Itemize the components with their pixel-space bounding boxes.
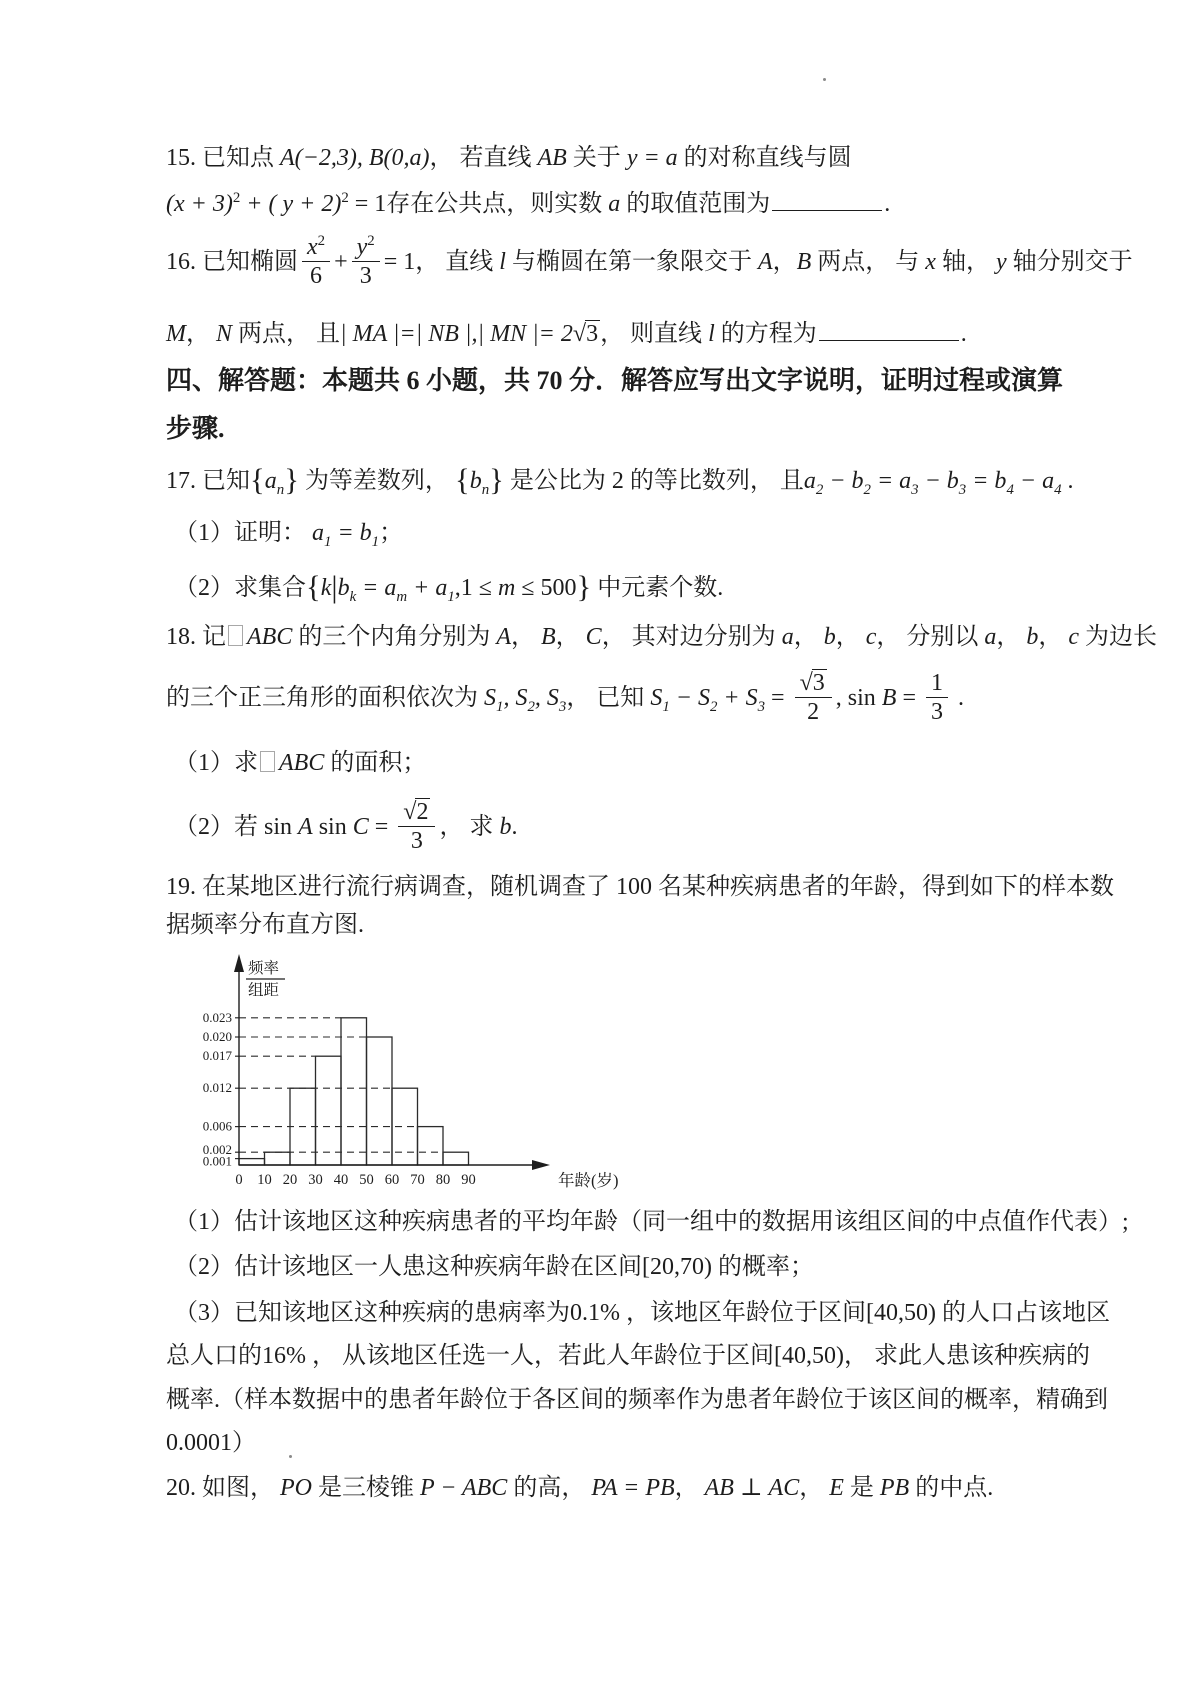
text-run: 3 [911,481,919,498]
text-run: (x + 3) [166,191,233,217]
text-run [352,234,380,290]
text-run: （2）若 [174,814,264,840]
text-run: ， [555,624,586,650]
text-run: 2 [416,798,429,825]
text-run: C [352,814,369,840]
text-run: 两点， 与 [811,249,926,275]
y-tick-label: 0.017 [202,1048,232,1064]
text-run: sin [312,814,353,840]
text-run: AC [768,1475,800,1501]
hist-bar [239,1159,265,1165]
problem-16-line-1 [166,232,1133,291]
problem-19-line-2: 据频率分布直方图. [166,912,364,938]
text-run: 的高， [507,1475,592,1501]
radical-sign: √ [572,321,586,347]
text-run: = [896,685,922,711]
x-tick-label: 30 [308,1172,323,1188]
text-run: { [306,570,321,604]
text-run: A(−2,3), B(0,a) [280,145,430,171]
text-run: 3 [757,698,766,715]
text-run: } [284,463,299,497]
text-run [302,234,330,290]
y-tick-label: 0.002 [202,1142,232,1158]
text-run: . [1061,468,1074,495]
text-run: 4 [1006,481,1014,498]
x-tick-label: 90 [461,1172,476,1188]
text-run: + a [407,575,448,602]
text-run: （2）求集合 [174,575,306,602]
text-run: ， [799,1475,830,1501]
text-run: = b [966,468,1007,495]
text-run: M [166,321,186,347]
text-run: ， 直线 [415,249,500,275]
text-run: 1 [930,669,943,696]
y-tick-label: 0.020 [202,1029,232,1044]
text-run: a [781,624,794,650]
text-run: − b [918,468,959,495]
problem-19-question-2: （2）估计该地区一人患这种疾病年龄在区间[20,70) 的概率； [174,1254,814,1280]
problem-18-line-1 [166,620,1157,654]
text-run: S [650,685,663,711]
text-run: A [757,249,773,275]
text-run: y [356,233,368,260]
y-tick-label: 0.012 [202,1080,232,1096]
text-run: 为边长 [1079,624,1157,650]
hist-bar [367,1037,393,1165]
text-run: 3 [359,262,372,289]
problem-15-line-1 [166,141,1066,175]
text-run: 是 [843,1475,880,1501]
text-run: 3 [558,698,567,715]
text-run: ， [996,624,1027,650]
text-run: 的三个正三角形的面积依次为 [166,685,484,711]
text-run: b [823,624,836,650]
histogram-svg [192,942,652,1197]
x-tick-label: 60 [384,1172,400,1188]
text-run: ， 分别以 [876,624,985,650]
scan-speck [823,78,826,81]
text-run: . [884,191,891,217]
text-run: 2 [807,698,820,725]
text-run: 2 [527,698,535,715]
text-run: 的中点. [909,1475,994,1501]
text-run: 3 [586,321,599,347]
text-run: 20. 如图， [166,1475,280,1501]
text-run: ， 则直线 [600,321,709,347]
text-run [800,669,827,696]
text-run: 的三个内角分别为 [292,624,497,650]
text-run: . [511,814,518,840]
x-axis-arrow [532,1160,550,1170]
problem-19-line-1: 19. 在某地区进行流行病调查，随机调查了 100 名某种疾病患者的年龄，得到如下的样本数 [166,874,1114,900]
text-run: = [368,814,395,840]
text-run: B [796,249,812,275]
problem-15-line-2 [166,186,1066,221]
text-run: = a [356,575,397,602]
text-run: 存在公共点，则实数 [386,191,609,217]
text-run: 3 [958,481,967,498]
text-run: + [334,249,348,275]
text-run: 的面积； [324,750,427,776]
y-axis-title-numerator: 频率 [248,960,280,977]
text-run: 18. 记 [166,624,226,650]
text-run: ， [186,321,216,347]
radical-sign: √ [403,798,416,825]
text-run: 3 [410,827,423,854]
problem-19-question-3-line-4: 0.0001） [166,1430,256,1456]
text-run [403,798,430,825]
text-run: = a [870,468,912,495]
text-run: PB [879,1475,910,1501]
hist-bar [418,1127,444,1165]
text-run: x [307,233,318,260]
text-run: B [881,685,897,711]
text-run: 3 [930,698,943,725]
text-run: 15. 已知点 [166,145,280,171]
fraction-numerator [795,670,832,698]
hist-bar [265,1152,291,1165]
text-run: ， 其对边分别为 [601,624,782,650]
text-run: b [1026,624,1039,650]
answer-blank [772,186,882,211]
text-run: m [396,588,408,605]
text-run: n [481,481,490,498]
text-run: 1 [371,533,380,550]
text-run: 两点， 且 [232,321,341,347]
text-run: 轴， [935,249,996,275]
answer-blank [819,316,959,341]
text-run: a [984,624,997,650]
problem-17-question-1 [174,516,1074,550]
text-run: l [499,249,506,275]
text-run: A [496,624,511,650]
section-4-header-line-1: 四、解答题：本题共 6 小题，共 70 分．解答应写出文字说明，证明过程或演算 [166,366,1064,395]
y-tick-label: 0.001 [202,1153,232,1169]
text-run: ， [772,249,797,275]
text-run: N [216,321,233,347]
text-run: 1 [662,698,670,715]
text-run [398,799,435,855]
text-run: ABC [247,624,293,650]
text-run: b [499,814,512,840]
fraction-numerator [302,234,330,262]
text-run: （1）求 [174,750,258,776]
text-run: y [995,249,1007,275]
text-run: 的取值范围为 [620,191,771,217]
text-run: 2 [232,190,241,206]
radical-sign: √ [799,669,812,696]
text-run: k [320,575,332,602]
text-run: B [541,624,556,650]
fraction-denominator [352,262,380,289]
text-run: sin [264,814,299,840]
text-run: 中元素个数. [591,575,724,602]
y-tick-label: 0.006 [202,1118,232,1134]
text-run: n [276,481,285,498]
text-run: ， 已知 [566,685,651,711]
text-run: 2 [367,232,375,249]
text-run: 6 [310,262,323,289]
text-run: 的对称直线与圆 [677,145,852,171]
fraction-denominator [302,262,330,289]
text-run: a [312,520,324,546]
text-run: 2 [317,232,326,249]
text-run: ， [835,624,866,650]
text-run: ， [511,624,541,650]
fraction-denominator [926,698,948,725]
text-run: ， [1038,624,1069,650]
text-run: AB [537,145,567,171]
fraction-numerator [352,234,380,262]
text-run: 1 [496,698,504,715]
text-run: 是三棱锥 [312,1475,420,1501]
text-run: 1 [447,588,455,605]
text-run: 2 [815,481,824,498]
text-run: E [829,1475,844,1501]
x-tick-label: 70 [410,1172,425,1188]
problem-19-question-3-line-1: （3）已知该地区这种疾病的患病率为0.1% ，该地区年龄位于区间[40,50) 的人口占该地区 [174,1300,1110,1326]
text-run: y = a [626,145,678,171]
x-tick-label: 50 [359,1172,374,1188]
problem-19-question-3-line-2: 总人口的16% ， 从该地区任选一人，若此人年龄位于区间[40,50)， 求此人患该种疾病的 [166,1343,1090,1369]
fraction-numerator [926,670,948,698]
text-run: l [708,321,715,347]
text-run [926,670,948,726]
x-tick-label: 0 [235,1172,243,1188]
text-run: 17. 已知 [166,468,250,495]
text-run: , S [534,685,559,711]
text-run: A [298,814,313,840]
text-run: 为等差数列， [298,468,455,495]
radicand [812,669,827,696]
text-run: . [951,685,964,711]
text-run: ， 若直线 [429,145,538,171]
text-run: − b [823,468,864,495]
text-run: S [484,685,496,711]
problem-19-question-1: （1）估计该地区这种疾病患者的平均年龄（同一组中的数据用该组区间的中点值作代表）; [174,1209,1129,1235]
text-run: = 1 [383,249,416,275]
text-run: 4 [1054,481,1062,498]
scan-speck [289,1455,292,1458]
text-run: ⊥ [733,1475,769,1501]
text-run: b [469,468,482,495]
text-run: 2 [341,190,349,206]
text-run: 关于 [566,145,627,171]
text-run: } [576,570,592,604]
text-run: . [960,321,967,347]
text-run: c [865,624,877,650]
text-run: PA = PB [591,1475,675,1501]
text-run: P − ABC [420,1475,508,1501]
text-run: ， [674,1475,705,1501]
text-run: 2 [709,698,718,715]
radicand [415,798,430,825]
text-run: c [1068,624,1079,650]
text-run: − a [1013,468,1055,495]
problem-16-line-2 [166,316,1066,351]
text-run: （1）证明： [174,520,312,546]
radicand [585,320,600,347]
text-run [573,320,600,347]
section-4-header-line-2: 步骤. [166,414,225,443]
text-run: | [331,570,338,604]
text-run: a [803,468,816,495]
text-run: , S [503,685,528,711]
text-run: 的方程为 [714,321,817,347]
y-tick-label: 0.023 [202,1009,232,1025]
text-run: = b [331,520,372,546]
text-run: } [489,463,504,497]
text-run: k [349,588,357,605]
text-run: x [925,249,936,275]
text-run: 与椭圆在第一象限交于 [505,249,758,275]
text-run: ， 求 [439,814,500,840]
fraction-denominator [398,827,435,854]
problem-17-line-1 [166,463,1074,498]
text-run: + ( y + 2) [240,191,342,217]
text-run: { [454,463,470,497]
fraction-denominator [795,698,832,725]
problem-19-question-3-line-3: 概率.（样本数据中的患者年龄位于各区间的频率作为患者年龄位于该区间的概率，精确到 [166,1387,1108,1413]
text-run: a [264,468,277,495]
x-axis-title: 年龄(岁) [558,1171,619,1190]
text-run: m [497,575,516,602]
problem-20-line-1 [166,1471,1066,1505]
hist-bar [316,1056,342,1165]
text-run: 是公比为 2 的等比数列， 且 [503,468,804,495]
hist-bar [443,1152,469,1165]
text-run: ； [379,520,404,546]
text-run: ,1 ≤ [454,575,498,602]
age-frequency-histogram [192,942,652,1197]
text-run: { [250,463,265,497]
text-run: ≤ 500 [515,575,577,602]
hist-bar [341,1018,367,1165]
text-run: , sin [835,685,882,711]
problem-18-question-2 [174,799,1074,856]
problem-18-question-1 [174,746,1074,780]
text-run: a [608,191,621,217]
text-run [795,670,832,726]
text-run: = [765,685,791,711]
missing-glyph-box [228,625,243,646]
text-run: ABC [279,750,325,776]
text-run: = 1 [348,191,387,217]
text-run: ， [793,624,824,650]
x-tick-label: 20 [282,1172,298,1188]
text-run: AB [704,1475,734,1501]
x-tick-label: 80 [435,1172,451,1188]
problem-17-question-2 [174,570,1074,605]
text-run: 3 [812,669,825,696]
x-tick-label: 40 [333,1172,349,1188]
text-run: 16. 已知椭圆 [166,249,298,275]
text-run: C [585,624,602,650]
missing-glyph-box [260,751,275,772]
text-run: 2 [863,481,871,498]
y-axis-arrow [234,954,244,972]
problem-18-line-2 [166,670,1066,727]
text-run: + S [717,685,758,711]
x-tick-label: 10 [257,1172,272,1188]
fraction-numerator [398,799,435,827]
text-run: b [337,575,350,602]
text-run: PO [280,1475,312,1501]
text-run: − S [669,685,710,711]
text-run: 轴分别交于 [1006,249,1133,275]
y-axis-title-denominator: 组距 [248,982,280,999]
text-run: 1 [324,533,332,550]
text-run: | MA |=| NB |,| MN |= 2 [340,321,573,347]
